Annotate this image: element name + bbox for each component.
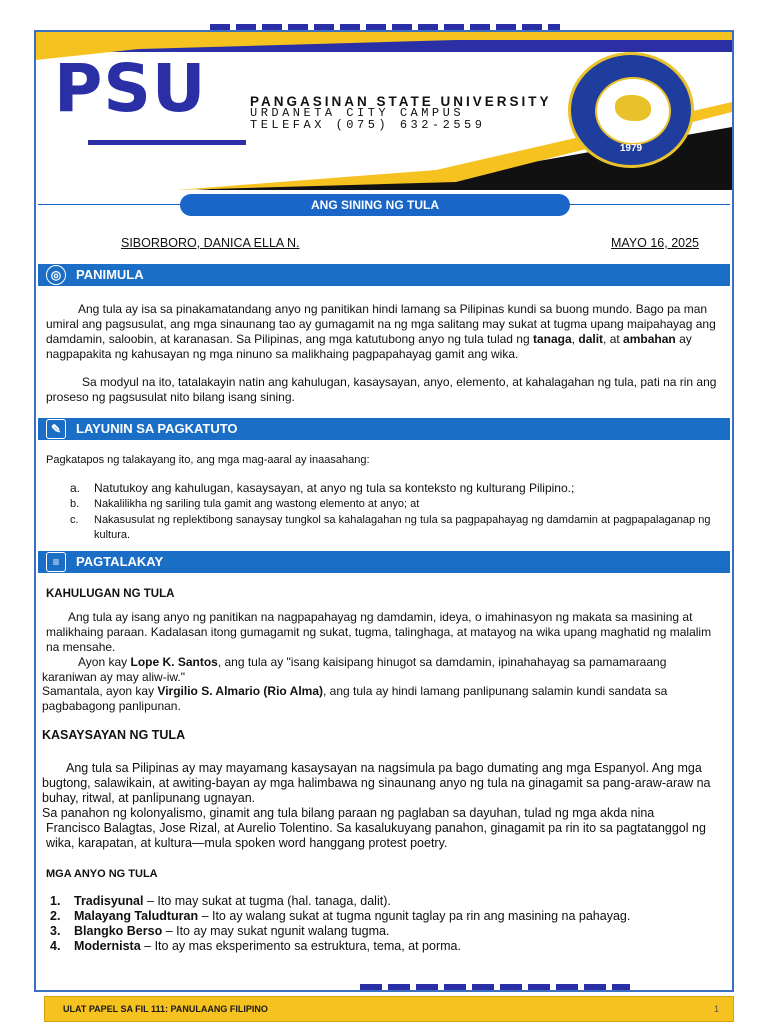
kasaysayan-paragraph-1: Ang tula sa Pilipinas ay may mayamang kasaysayan na nagsimula pa bago dumating ang mga Espanyol. Ang mga bugtong, salawikain, at awiting-bayan ay mga halimbawa ng sinaunang anyo ng tula na ginagamit sa pang-araw-araw na buhay, ritwal, at panlipunang ugnayan. xyxy=(42,761,711,805)
author-almario: Virgilio S. Almario (Rio Alma) xyxy=(157,684,323,698)
bottom-stripe xyxy=(360,984,630,990)
text-run: Samantala, ayon kay xyxy=(42,684,158,698)
panimula-paragraph-2: Sa modyul na ito, tatalakayin natin ang kahulugan, kasaysayan, anyo, elemento, at kahalagahan ng tula, pati na rin ang proseso ng pagsusulat nito bilang isang sining. xyxy=(46,375,717,404)
section-heading: LAYUNIN SA PAGKATUTO xyxy=(76,421,238,436)
list-marker: 2. xyxy=(50,909,61,923)
kasaysayan-heading: KASAYSAYAN NG TULA xyxy=(42,728,186,742)
kahulugan-heading: KAHULUGAN NG TULA xyxy=(46,588,175,600)
layunin-list xyxy=(70,481,724,543)
anyo-term: Tradisyunal xyxy=(74,894,144,908)
section-panimula-header xyxy=(38,264,730,286)
psu-logo: PSU xyxy=(54,50,207,127)
list-item xyxy=(70,513,724,543)
anyo-list xyxy=(50,894,720,954)
term-dalit: dalit xyxy=(578,332,604,346)
anyo-heading: MGA ANYO NG TULA xyxy=(46,868,158,880)
list-item xyxy=(50,939,720,954)
text-run: , ang tula ay "isang kaisipang hinugot sa damdamin, ipinahahayag sa pamamaraang karaniwan ay may aliw-iw." xyxy=(42,655,667,684)
text-run: ay nagpapakita ng kahusayan ng mga ninuno sa malikhaing pagpapahayag gamit ang wika. xyxy=(46,332,692,361)
footer-label: ULAT PAPEL SA FIL 111: PANULAANG FILIPINO xyxy=(63,1004,268,1014)
list-item xyxy=(50,924,720,939)
psu-logo-underline xyxy=(88,140,246,145)
anyo-term: Modernista xyxy=(74,939,141,953)
list-text: Nakalilikha ng sariling tula gamit ang wastong elemento at anyo; at xyxy=(94,498,420,510)
kahulugan-paragraph-2 xyxy=(42,655,722,685)
kahulugan-paragraph-1: Ang tula ay isang anyo ng panitikan na nagpapahayag ng damdamin, ideya, o imahinasyon ng makata sa masining at malikhaing paraan. Kadalasan itong gumagamit ng sukat, tugma, talinghaga, at matayog na wika upang maghatid ng malalim na mensahe. xyxy=(46,610,712,654)
text-run: Ang tula ay isa sa pinakamatandang anyo ng panitikan hindi lamang sa Pilipinas kundi sa buong mundo. Bago pa man umiral ang pagsusulat, ang mga sinaunang tao ay gumagamit na ng mga salitang may sukat at tugma upang maipahayag ang damdamin, saloobin, at karanasan. Sa Pilipinas, ang mga katutubong anyo ng tula tulad ng xyxy=(46,302,716,346)
text-run: Ayon kay xyxy=(78,655,131,669)
edit-icon: ✎ xyxy=(46,419,66,439)
list-marker: a. xyxy=(70,481,81,495)
anyo-desc: – Ito ay walang sukat at tugma ngunit taglay pa rin ang masining na pahayag. xyxy=(198,909,631,923)
list-marker: b. xyxy=(70,498,80,510)
page-number: 1 xyxy=(713,1004,719,1014)
text-run: , xyxy=(571,332,579,346)
list-text: Nakasusulat ng replektibong sanaysay tungkol sa kahalagahan ng tula sa pagpapahayag ng damdamin at pagpapalaganap ng kultura. xyxy=(94,514,711,541)
layunin-intro: Pagkatapos ng talakayang ito, ang mga mag-aaral ay inaasahang: xyxy=(46,454,370,466)
kahulugan-paragraph-3 xyxy=(42,684,724,714)
panimula-paragraph-1 xyxy=(46,302,724,362)
seal-center xyxy=(595,77,671,145)
campus-name: URDANETA CITY CAMPUS xyxy=(250,106,465,120)
anyo-desc: – Ito ay may sukat ngunit walang tugma. xyxy=(162,924,390,938)
section-heading: PAGTALAKAY xyxy=(76,554,164,569)
document-title: ANG SINING NG TULA xyxy=(180,194,570,216)
list-marker: c. xyxy=(70,514,79,526)
kasaysayan-paragraph-3: Francisco Balagtas, Jose Rizal, at Aurelio Tolentino. Sa kasalukuyang panahon, ginagamit pa rin ito sa pagtatanggol ng wika, karapatan, at kultura—mula spoken word hanggang protest poetry. xyxy=(46,821,706,850)
university-name: PANGASINAN STATE UNIVERSITY xyxy=(250,94,552,109)
search-eye-icon: ◎ xyxy=(46,265,66,285)
list-marker: 4. xyxy=(50,939,61,953)
list-text: Natutukoy ang kahulugan, kasaysayan, at anyo ng tula sa konteksto ng kulturang Pilipino.; xyxy=(94,481,575,495)
list-item xyxy=(50,894,720,909)
telefax: TELEFAX (075) 632-2559 xyxy=(250,118,486,132)
section-layunin-header xyxy=(38,418,730,440)
page-footer xyxy=(44,996,734,1022)
section-pagtalakay-header xyxy=(38,551,730,573)
document-date: MAYO 16, 2025 xyxy=(611,236,700,250)
section-heading: PANIMULA xyxy=(76,267,144,282)
anyo-term: Blangko Berso xyxy=(74,924,163,938)
list-marker: 3. xyxy=(50,924,61,938)
kasaysayan-paragraph-2: Sa panahon ng kolonyalismo, ginamit ang tula bilang paraan ng paglaban sa dayuhan, tulad ng mga akda nina xyxy=(42,806,655,820)
list-item xyxy=(50,909,720,924)
term-tanaga: tanaga xyxy=(533,332,572,346)
text-run: , at xyxy=(603,332,624,346)
anyo-term: Malayang Taludturan xyxy=(74,909,199,923)
university-seal xyxy=(568,52,694,168)
seal-year: 1979 xyxy=(619,143,643,154)
document-icon: ≡ xyxy=(46,552,66,572)
text-run: , ang tula ay hindi lamang panlipunang salamin kundi sandata sa pagbabagong panlipunan. xyxy=(42,684,668,713)
lion-icon xyxy=(615,95,651,121)
author-lope-santos: Lope K. Santos xyxy=(130,655,218,669)
list-marker: 1. xyxy=(50,894,61,908)
list-item xyxy=(70,481,724,496)
term-ambahan: ambahan xyxy=(623,332,676,346)
list-item xyxy=(70,497,724,512)
author-name: SIBORBORO, DANICA ELLA N. xyxy=(121,236,300,250)
anyo-desc: – Ito may sukat at tugma (hal. tanaga, dalit). xyxy=(143,894,391,908)
anyo-desc: – Ito ay mas eksperimento sa estruktura, tema, at porma. xyxy=(140,939,461,953)
